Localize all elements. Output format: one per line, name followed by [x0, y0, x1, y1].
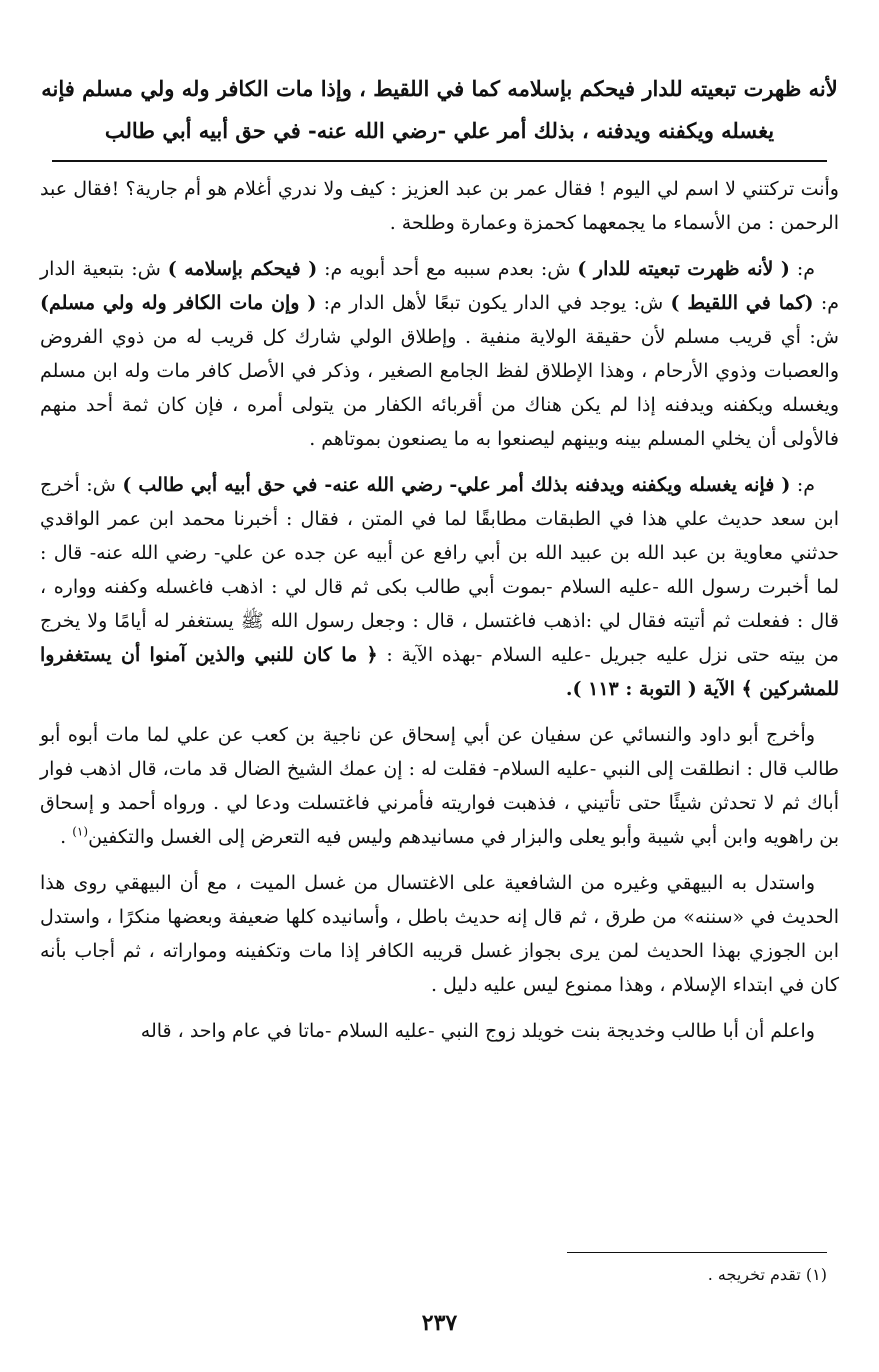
paragraph-5: واستدل به البيهقي وغيره من الشافعية على الاغتسال من غسل الميت ، مع أن البيهقي روى هذا الحديث في «سننه» من طرق ، ثم قال إنه حديث باطل ، وأسانيده كلها ضعيفة وبعضها منكرًا ، واستدل ابن الجوزي بهذا الحديث لمن يرى بجواز غسل قريبه الكافر إذا مات وتكفينه ومواراته ، ثم أجاب بأنه كان في ابتداء الإسلام ، وهذا ممنوع ليس عليه دليل .	[40, 872, 839, 996]
matn-quote-4: ( وإن مات الكافر وله ولي مسلم)	[40, 292, 317, 314]
matn-header-line-1: لأنه ظهرت تبعيته للدار فيحكم بإسلامه كما في اللقيط ، وإذا مات الكافر وله ولي مسلم فإنه	[41, 76, 838, 101]
paragraph-2	[40, 252, 839, 456]
page-number: ٢٣٧	[421, 1310, 458, 1336]
matn-header	[40, 68, 839, 152]
paragraph-1: وأنت تركتني لا اسم لي اليوم ! فقال عمر بن عبد العزيز : كيف ولا ندري أغلام هو أم جارية؟ !فقال عبد الرحمن : من الأسماء ما يجمعهما كحمزة وعمارة وطلحة .	[40, 178, 839, 234]
matn-quote-2: ( فيحكم بإسلامه )	[167, 258, 318, 280]
footnote-reference[interactable]: (١)	[72, 824, 89, 839]
sharh-text-4: ش: أي قريب مسلم لأن حقيقة الولاية منفية . وإطلاق الولي شارك كل قريب له من ذوي الفروض والعصبات وذوي الأرحام ، وهذا الإطلاق لفظ الجامع الصغير ، وذكر في الأصل كافر مات وله ابن مسلم ويغسله ويكفنه ويدفنه إذا لم يكن هناك من أقربائه الكفار من يتولى أمره ، فإن كان ثمة أحد منهم فالأولى أن يخلي المسلم بينه وبينهم ليصنعوا به ما يصنعون بموتاهم .	[40, 326, 839, 450]
paragraph-3	[40, 468, 839, 706]
matn-quote-3: (كما في اللقيط )	[670, 292, 814, 314]
paragraph-4-end: .	[60, 826, 73, 848]
matn-header-line-2: يغسله ويكفنه ويدفنه ، بذلك أمر علي -رضي الله عنه- في حق أبيه أبي طالب	[104, 118, 775, 143]
footnote-divider	[567, 1252, 827, 1253]
matn-quote-1: ( لأنه ظهرت تبعيته للدار )	[577, 258, 790, 280]
paragraph-6: واعلم أن أبا طالب وخديجة بنت خويلد زوج النبي -عليه السلام -ماتا في عام واحد ، قاله	[140, 1020, 815, 1042]
header-divider	[52, 160, 827, 162]
marker-m: م:	[789, 258, 815, 280]
commentary-body	[40, 172, 839, 1060]
footnote: (١) تقدم تخريجه .	[707, 1265, 827, 1284]
sharh-text-2: ش: بتبعية الدار م:	[40, 258, 839, 314]
sharh-text-3: ش: يوجد في الدار يكون تبعًا لأهل الدار م:	[316, 292, 671, 314]
paragraph-4-text: وأخرج أبو داود والنسائي عن سفيان عن أبي إسحاق عن ناجية بن كعب عن علي لما مات أبوه أبو طالب قال : انطلقت إلى النبي -عليه السلام- فقلت له : إن عمك الشيخ الضال قد مات، قال اذهب فوار أباك ثم لا تحدثن شيئًا حتى تأتيني ، فذهبت فواريته فأمرني فاغتسلت ودعا لي . ورواه أحمد و إسحاق بن راهويه وابن أبي شيبة وأبو يعلى والبزار في مسانيدهم وليس فيه التعرض إلى الغسل والتكفين	[40, 724, 839, 848]
sharh-text-1: ش: بعدم سببه مع أحد أبويه م:	[317, 258, 578, 280]
paragraph-4	[40, 718, 839, 854]
matn-quote-5: ( فإنه يغسله ويكفنه ويدفنه بذلك أمر علي- رضي الله عنه- في حق أبيه أبي طالب )	[122, 474, 791, 496]
quran-verse: ﴿ ما كان للنبي والذين آمنوا أن يستغفروا للمشركين ﴾ الآية ( التوبة : ١١٣ ).	[40, 644, 839, 700]
marker-m: م:	[790, 474, 815, 496]
sharh-text-5: ش: أخرج ابن سعد حديث علي هذا في الطبقات مطابقًا لما في المتن ، فقال : أخبرنا محمد ابن عمر الواقدي حدثني معاوية بن عبد الله بن عبيد الله بن أبي رافع عن أبيه عن جده عن علي- رضي الله عنه- قال : لما أخبرت رسول الله -عليه السلام -بموت أبي طالب بكى ثم قال لي : اذهب فاغسله وكفنه وواره ، قال : ففعلت ثم أتيته فقال لي :اذهب فاغتسل ، قال : وجعل رسول الله ﷺ يستغفر له أيامًا ولا يخرج من بيته حتى نزل عليه جبريل -عليه السلام -بهذه الآية :	[40, 474, 839, 666]
